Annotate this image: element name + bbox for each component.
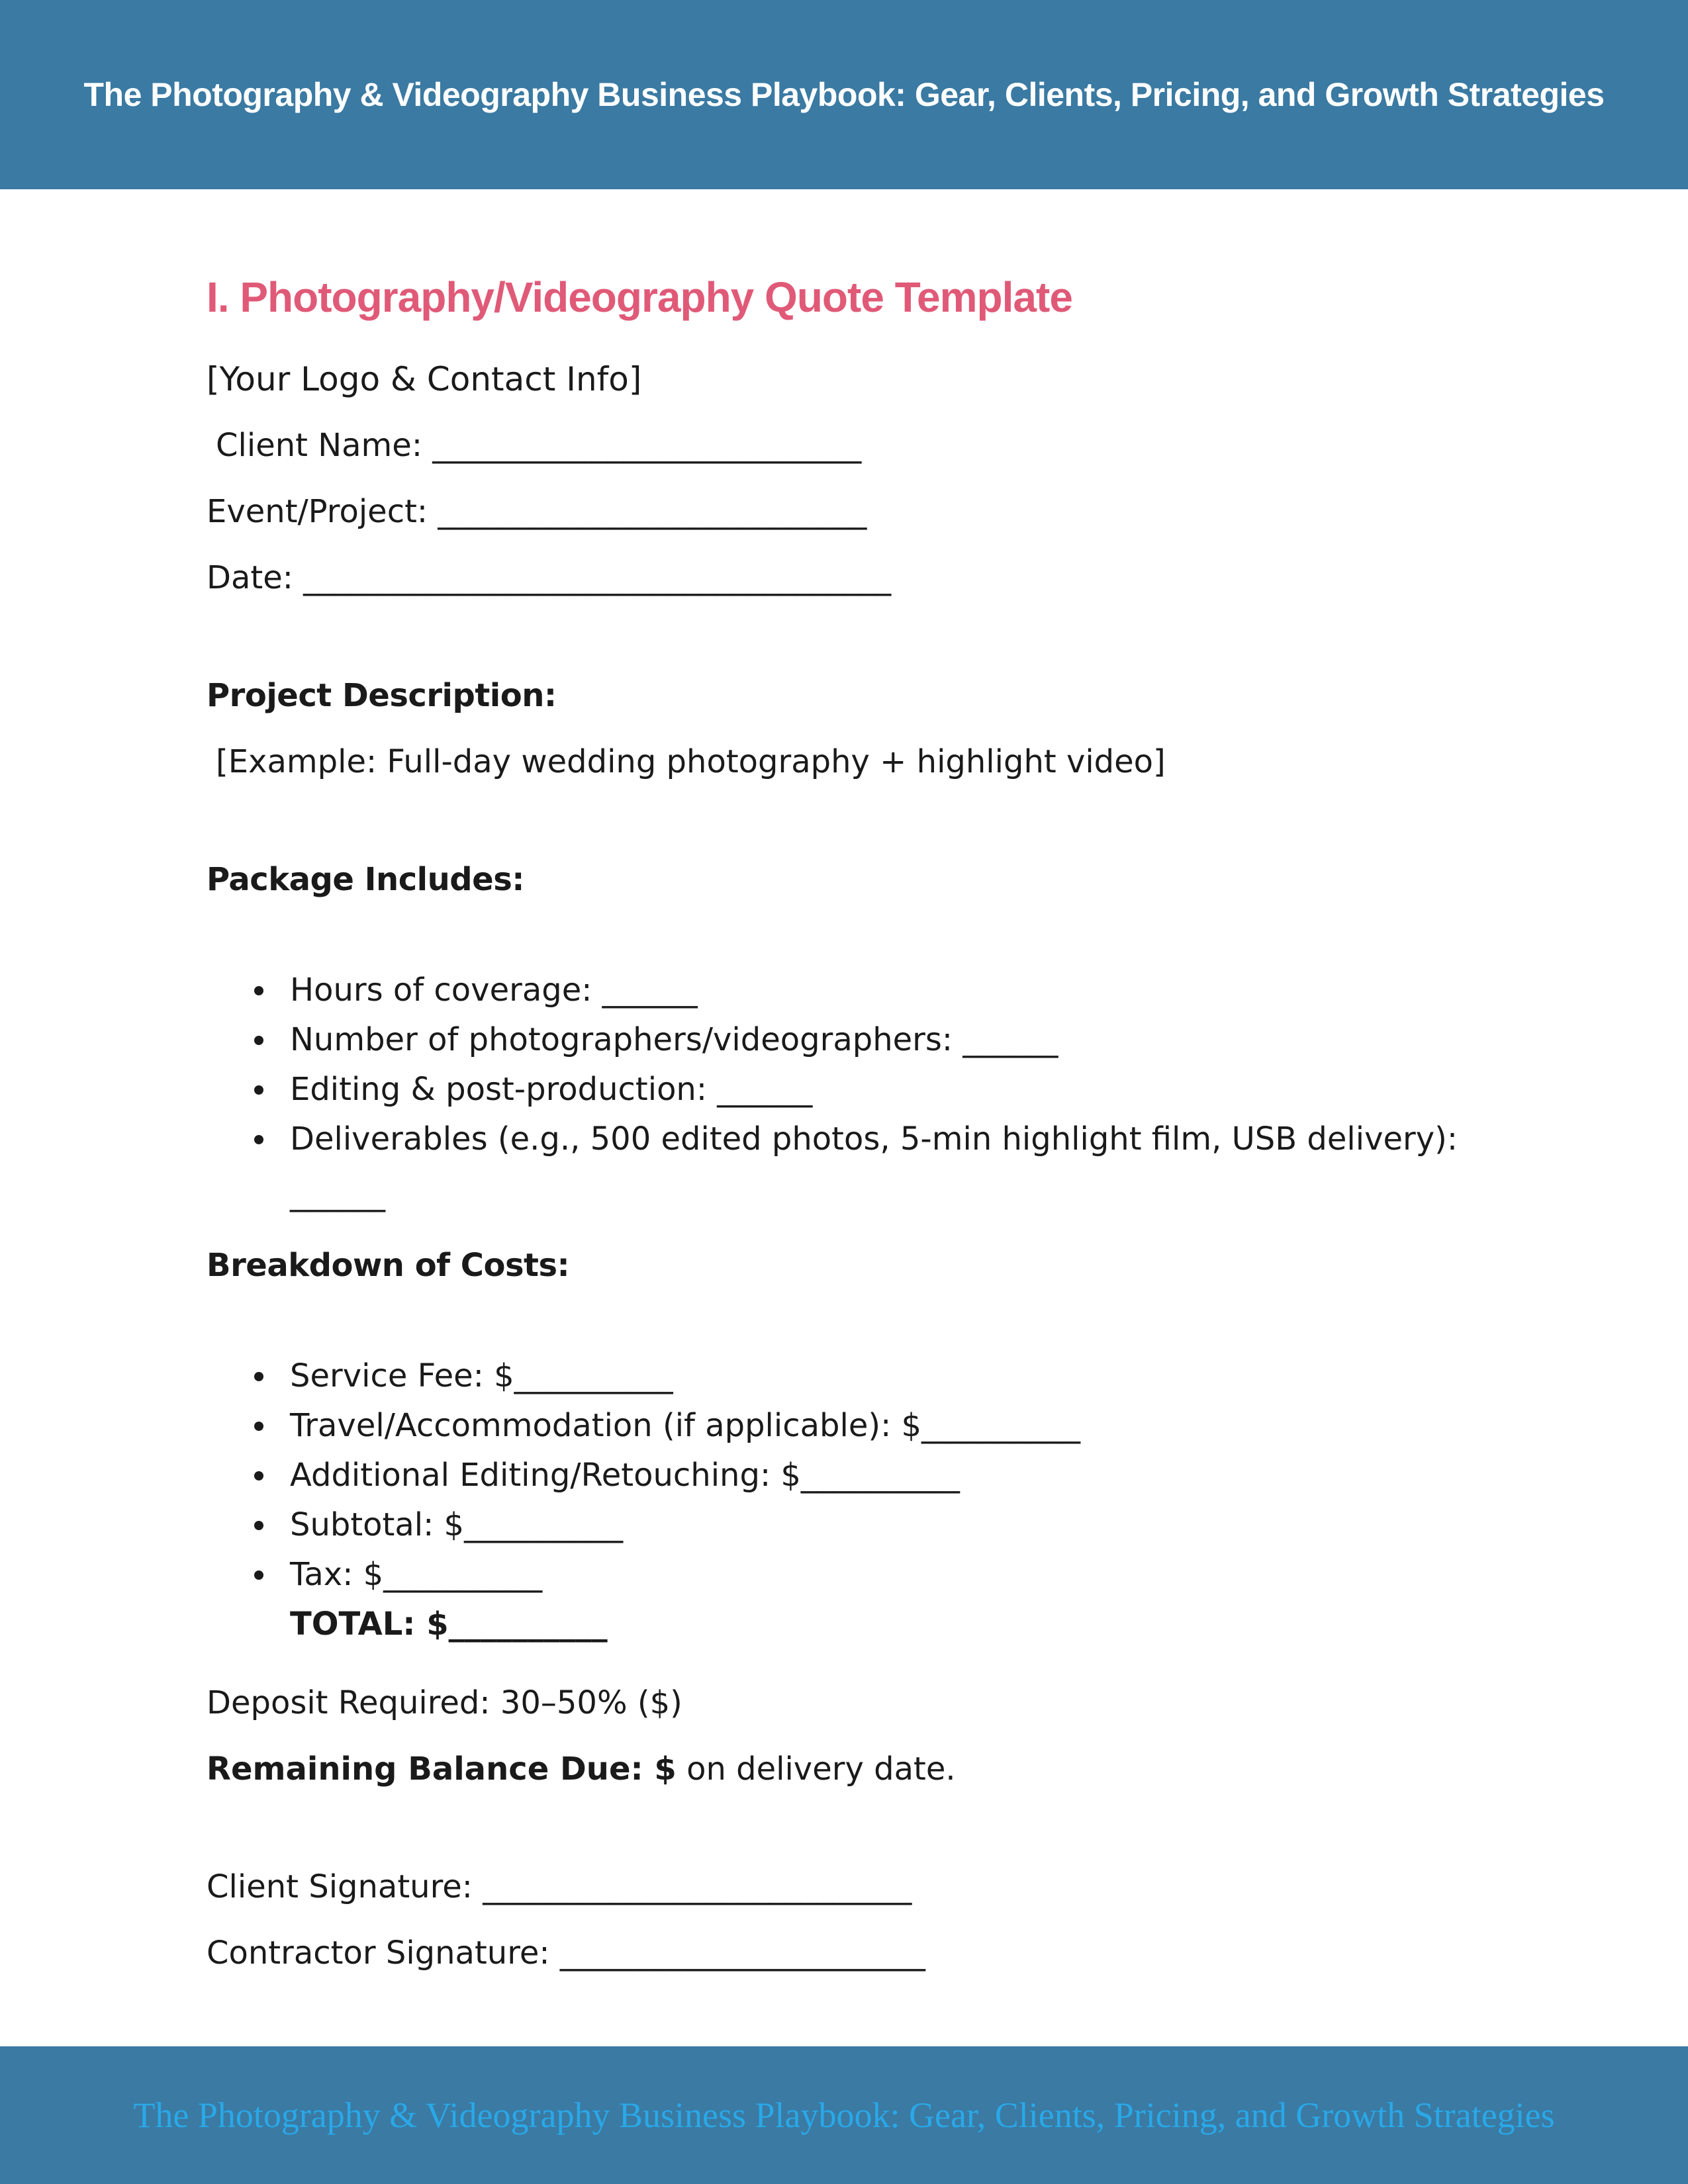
list-item: Number of photographers/videographers: ______ bbox=[207, 1015, 1458, 1065]
deposit-line: Deposit Required: 30–50% ($) bbox=[207, 1684, 682, 1721]
footer-text: The Photography & Videography Business Playbook: Gear, Clients, Pricing, and Growth Strategies bbox=[133, 2095, 1555, 2135]
logo-contact-placeholder: [Your Logo & Contact Info] bbox=[207, 360, 642, 398]
costs-list bbox=[207, 1351, 1080, 1649]
package-list bbox=[207, 966, 1458, 1219]
list-item: Editing & post-production: ______ bbox=[207, 1065, 1458, 1115]
page-footer bbox=[0, 2046, 1688, 2184]
page-header bbox=[0, 0, 1688, 189]
list-item: Travel/Accommodation (if applicable): $__________ bbox=[207, 1401, 1080, 1451]
client-signature-field: Client Signature: ___________________________ bbox=[207, 1868, 912, 1905]
balance-label: Remaining Balance Due: $ bbox=[207, 1751, 677, 1788]
date-field: Date: _____________________________________ bbox=[207, 559, 892, 596]
header-title: The Photography & Videography Business Playbook: Gear, Clients, Pricing, and Growth Strategies bbox=[83, 76, 1605, 113]
list-item-continuation: ______ bbox=[290, 1175, 385, 1212]
client-name-field: Client Name: ___________________________ bbox=[216, 427, 862, 464]
contractor-signature-field: Contractor Signature: _______________________ bbox=[207, 1934, 925, 1972]
event-project-field: Event/Project: ___________________________ bbox=[207, 493, 867, 530]
list-item: Subtotal: $__________ bbox=[207, 1500, 1080, 1550]
project-description-heading: Project Description: bbox=[207, 677, 557, 714]
balance-suffix: on delivery date. bbox=[676, 1751, 956, 1788]
balance-line bbox=[207, 1749, 956, 1789]
total-line: TOTAL: $__________ bbox=[290, 1606, 608, 1643]
package-heading: Package Includes: bbox=[207, 861, 524, 898]
list-item: Service Fee: $__________ bbox=[207, 1351, 1080, 1401]
section-title: I. Photography/Videography Quote Template bbox=[207, 273, 1072, 321]
project-description-example: [Example: Full-day wedding photography + highlight video] bbox=[216, 743, 1166, 780]
list-item: Tax: $__________ bbox=[207, 1550, 1080, 1600]
list-item: Additional Editing/Retouching: $__________ bbox=[207, 1451, 1080, 1500]
costs-heading: Breakdown of Costs: bbox=[207, 1247, 570, 1284]
list-item: Deliverables (e.g., 500 edited photos, 5-min highlight film, USB delivery): bbox=[207, 1115, 1458, 1164]
list-item: Hours of coverage: ______ bbox=[207, 966, 1458, 1015]
